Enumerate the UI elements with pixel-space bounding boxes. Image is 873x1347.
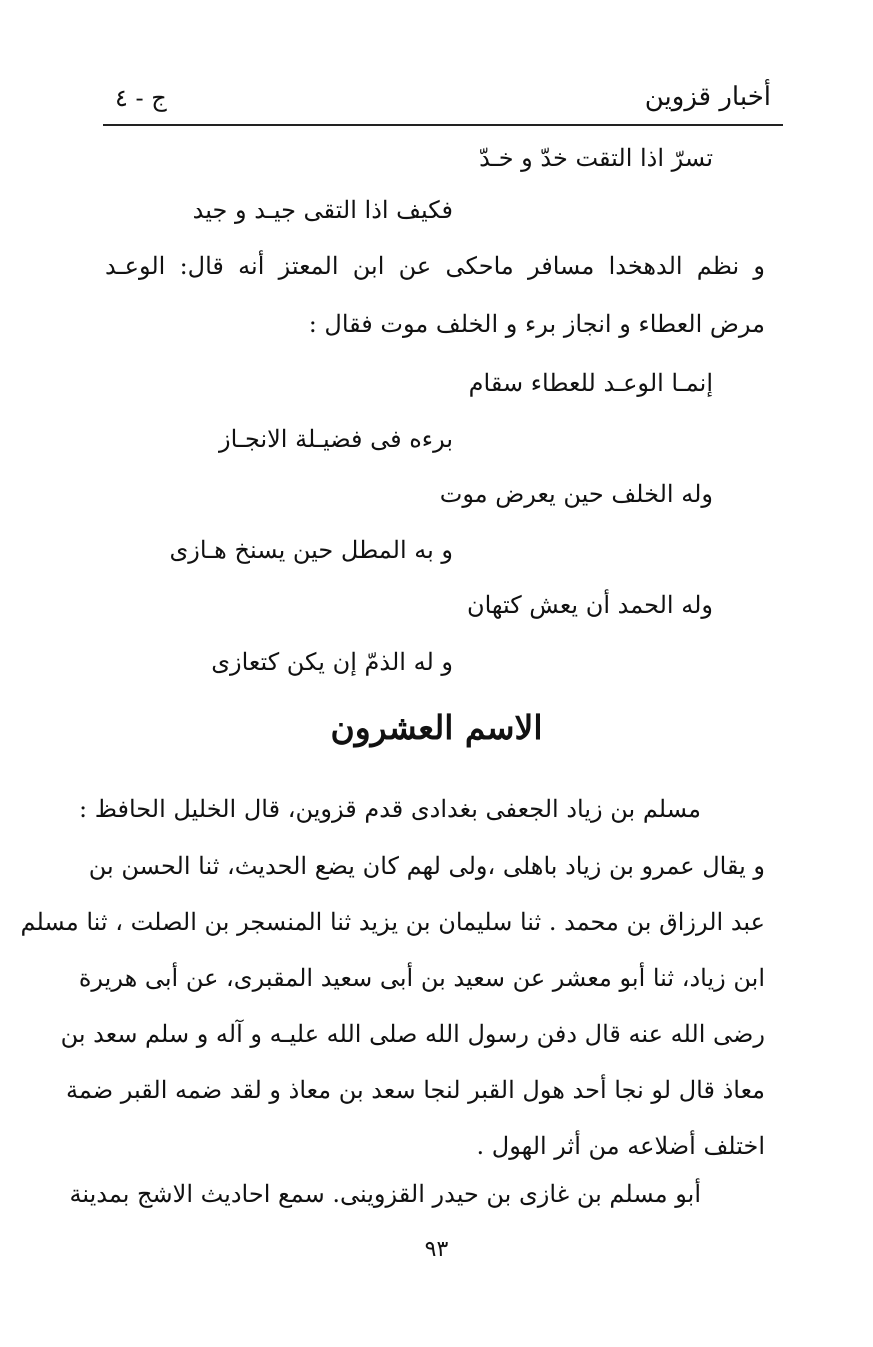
section-title: الاسم العشرون [330,708,543,747]
prose-line: و نظم الدهخدا مسافر ماحكى عن ابن المعتز أنه قال: الوعـد [105,252,765,280]
header-volume: ج - ٤ [115,84,167,112]
prose-line: عبد الرزاق بن محمد . ثنا سليمان بن يزيد ثنا المنسجر بن الصلت ، ثنا مسلم [20,908,765,936]
poem-line: برءه فى فضيـلة الانجـاز [219,425,453,453]
poem-line: وله الخلف حين يعرض موت [439,480,713,508]
poem-line: إنمـا الوعـد للعطاء سقام [468,369,713,397]
poem-line: تسرّ اذا التقت خدّ و خـدّ [479,144,713,172]
poem-line: وله الحمد أن يعش كتهان [466,591,713,619]
prose-line: مسلم بن زياد الجعفى بغدادى قدم قزوين، قال الخليل الحافظ : [79,795,701,823]
running-header [105,78,781,124]
prose-line: أبو مسلم بن غازى بن حيدر القزوينى. سمع احاديث الاشج بمدينة [69,1180,701,1208]
header-rule [103,124,783,126]
header-title: أخبار قزوين [644,82,771,112]
prose-line: و يقال عمرو بن زياد باهلى ،ولى لهم كان يضع الحديث، ثنا الحسن بن [88,852,765,880]
page-number: ٩٣ [424,1237,449,1262]
prose-line: ابن زياد، ثنا أبو معشر عن سعيد بن أبى سعيد المقبرى، عن أبى هريرة [78,964,765,992]
poem-line: فكيف اذا التقى جيـد و جيد [192,196,453,224]
prose-line: اختلف أضلاعه من أثر الهول . [476,1132,765,1160]
prose-line: رضى الله عنه قال دفن رسول الله صلى الله عليـه و آله و سلم سعد بن [60,1020,765,1048]
poem-line: و به المطل حين يسنخ هـازى [169,536,453,564]
poem-line: و له الذمّ إن يكن كتعازى [211,648,453,676]
prose-line: معاذ قال لو نجا أحد هول القبر لنجا سعد بن معاذ و لقد ضمه القبر ضمة [66,1076,765,1104]
prose-line: مرض العطاء و انجاز برء و الخلف موت فقال : [308,310,765,338]
